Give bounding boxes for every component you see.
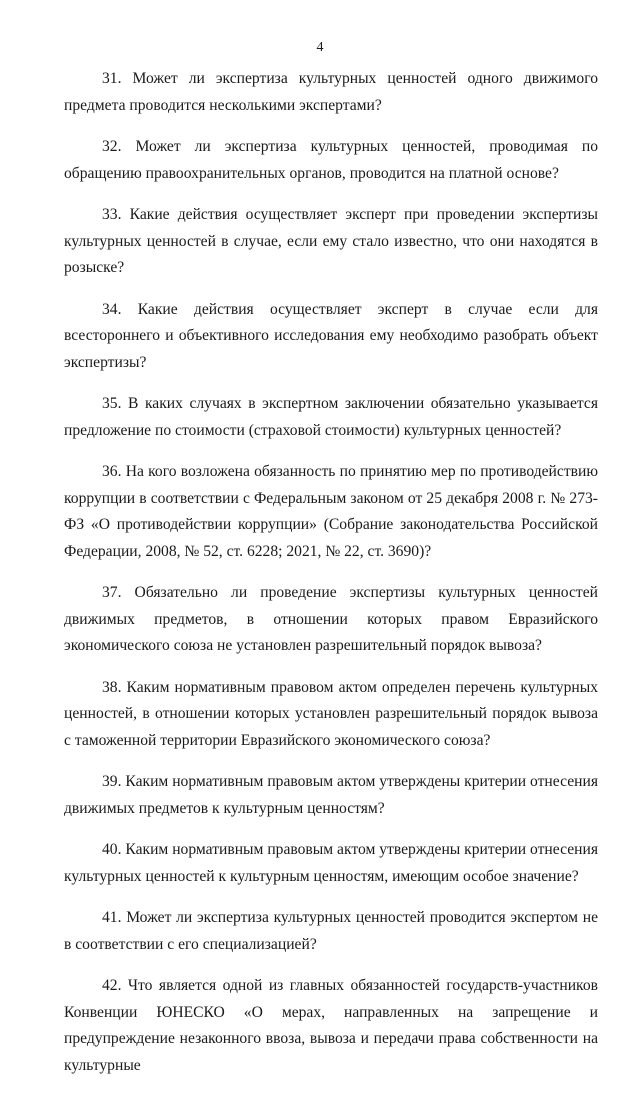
question-42: 42. Что является одной из главных обязанностей государств-участников Конвенции ЮНЕСКО «О мерах, направленных на запрещение и предупреждение незаконного ввоза, вывоза и передачи права собственности на культурные xyxy=(64,977,598,1074)
question-33: 33. Какие действия осуществляет эксперт при проведении экспертизы культурных ценностей в случае, если ему стало известно, что они находятся в розыске? xyxy=(64,206,598,276)
question-38: 38. Каким нормативным правовом актом определен перечень культурных ценностей, в отношении которых установлен разрешительный порядок вывоза с таможенной территории Евразийского экономического союза? xyxy=(64,678,598,749)
question-32: 32. Может ли экспертиза культурных ценностей, проводимая по обращению правоохранительных органов, проводится на платной основе? xyxy=(64,138,598,182)
page-number: 4 xyxy=(316,40,324,55)
question-36: 36. На кого возложена обязанность по принятию мер по противодействию коррупции в соответствии с Федеральным законом от 25 декабря 2008 г. № 273- ФЗ «О противодействии коррупции» (Собрание законодательства Российской Федерации, 2008, № 52, ст. 6228; 2021, № 22, ст. 3690)? xyxy=(64,463,598,560)
question-34: 34. Какие действия осуществляет эксперт в случае если для всестороннего и объективного исследования ему необходимо разобрать объект экспертизы? xyxy=(64,300,598,371)
question-31: 31. Может ли экспертиза культурных ценностей одного движимого предмета проводится несколькими экспертами? xyxy=(64,70,598,114)
question-35: 35. В каких случаях в экспертном заключении обязательно указывается предложение по стоимости (страховой стоимости) культурных ценностей? xyxy=(64,395,598,439)
question-list xyxy=(64,66,598,1094)
question-39: 39. Каким нормативным правовым актом утверждены критерии отнесения движимых предметов к культурным ценностям? xyxy=(64,773,598,817)
question-40: 40. Каким нормативным правовым актом утверждены критерии отнесения культурных ценностей к культурным ценностям, имеющим особое значение? xyxy=(64,841,598,885)
question-41: 41. Может ли экспертиза культурных ценностей проводится экспертом не в соответствии с его специализацией? xyxy=(64,909,598,953)
question-37: 37. Обязательно ли проведение экспертизы культурных ценностей движимых предметов, в отношении которых правом Евразийского экономического союза не установлен разрешительный порядок вывоза? xyxy=(64,584,598,654)
